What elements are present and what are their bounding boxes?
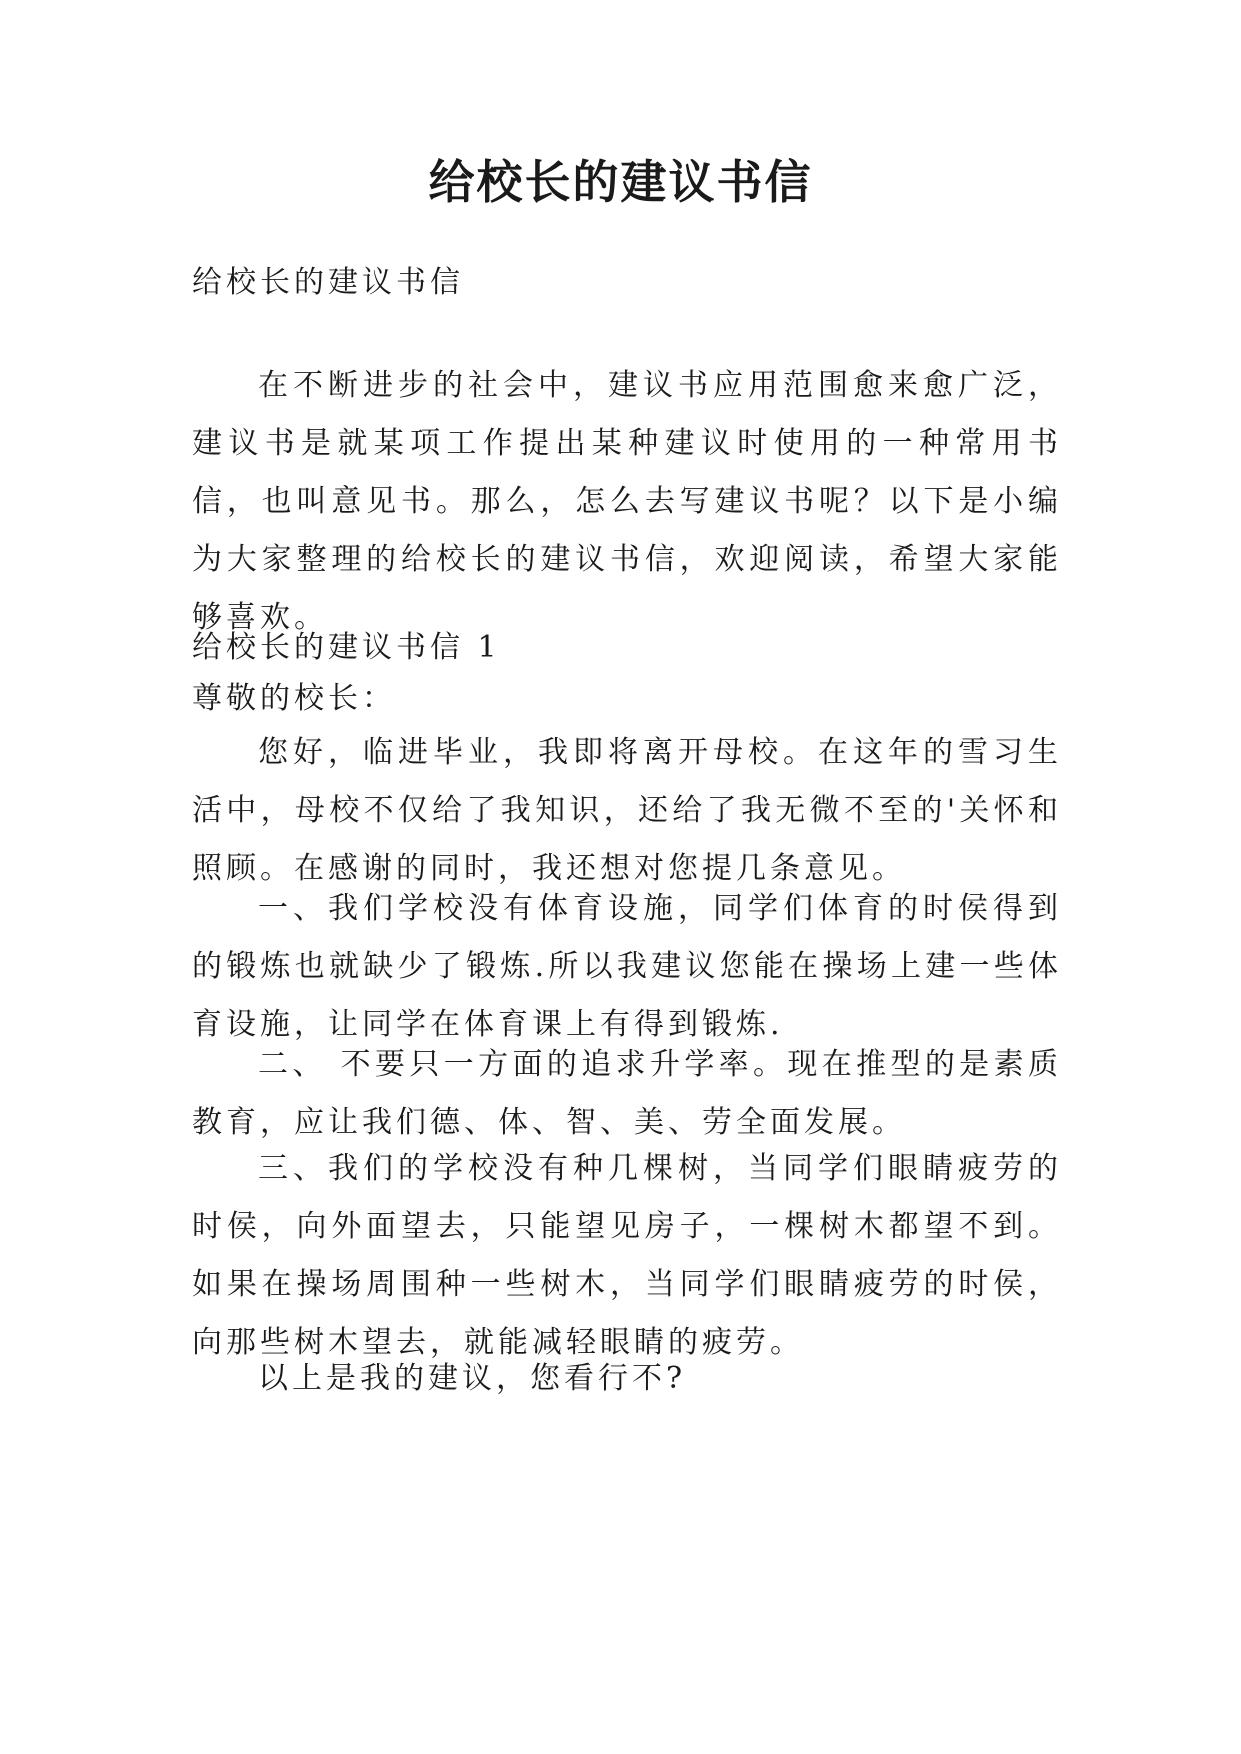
body-paragraph-suggestion-3: 三、我们的学校没有种几棵树，当同学们眼睛疲劳的时侯，向外面望去，只能望见房子，一棵树木都望不到。如果在操场周围种一些树木，当同学们眼睛疲劳的时侯，向那些树木望去，就能减轻眼睛的疲劳。 (192, 1151, 1062, 1360)
body-paragraph-suggestion-2: 二、 不要只一方面的追求升学率。现在推型的是素质教育，应让我们德、体、智、美、劳全面发展。 (192, 1047, 1062, 1140)
salutation: 尊敬的校长： (192, 681, 396, 716)
document-subtitle: 给校长的建议书信 (192, 265, 464, 300)
document-title: 给校长的建议书信 (428, 155, 813, 209)
body-paragraph-closing: 以上是我的建议，您看行不? (258, 1361, 687, 1396)
body-paragraph-greeting: 您好，临进毕业，我即将离开母校。在这年的雪习生活中，母校不仅给了我知识，还给了我无微不至的'关怀和照顾。在感谢的同时，我还想对您提几条意见。 (192, 735, 1062, 886)
section-heading: 给校长的建议书信 1 (192, 630, 501, 665)
intro-paragraph: 在不断进步的社会中，建议书应用范围愈来愈广泛，建议书是就某项工作提出某种建议时使用的一种常用书信，也叫意见书。那么，怎么去写建议书呢？以下是小编为大家整理的给校长的建议书信，欢迎阅读，希望大家能够喜欢。 (192, 368, 1062, 635)
body-paragraph-suggestion-1: 一、我们学校没有体育设施，同学们体育的时侯得到的锻炼也就缺少了锻炼.所以我建议您能在操场上建一些体育设施，让同学在体育课上有得到锻炼. (192, 891, 1062, 1042)
